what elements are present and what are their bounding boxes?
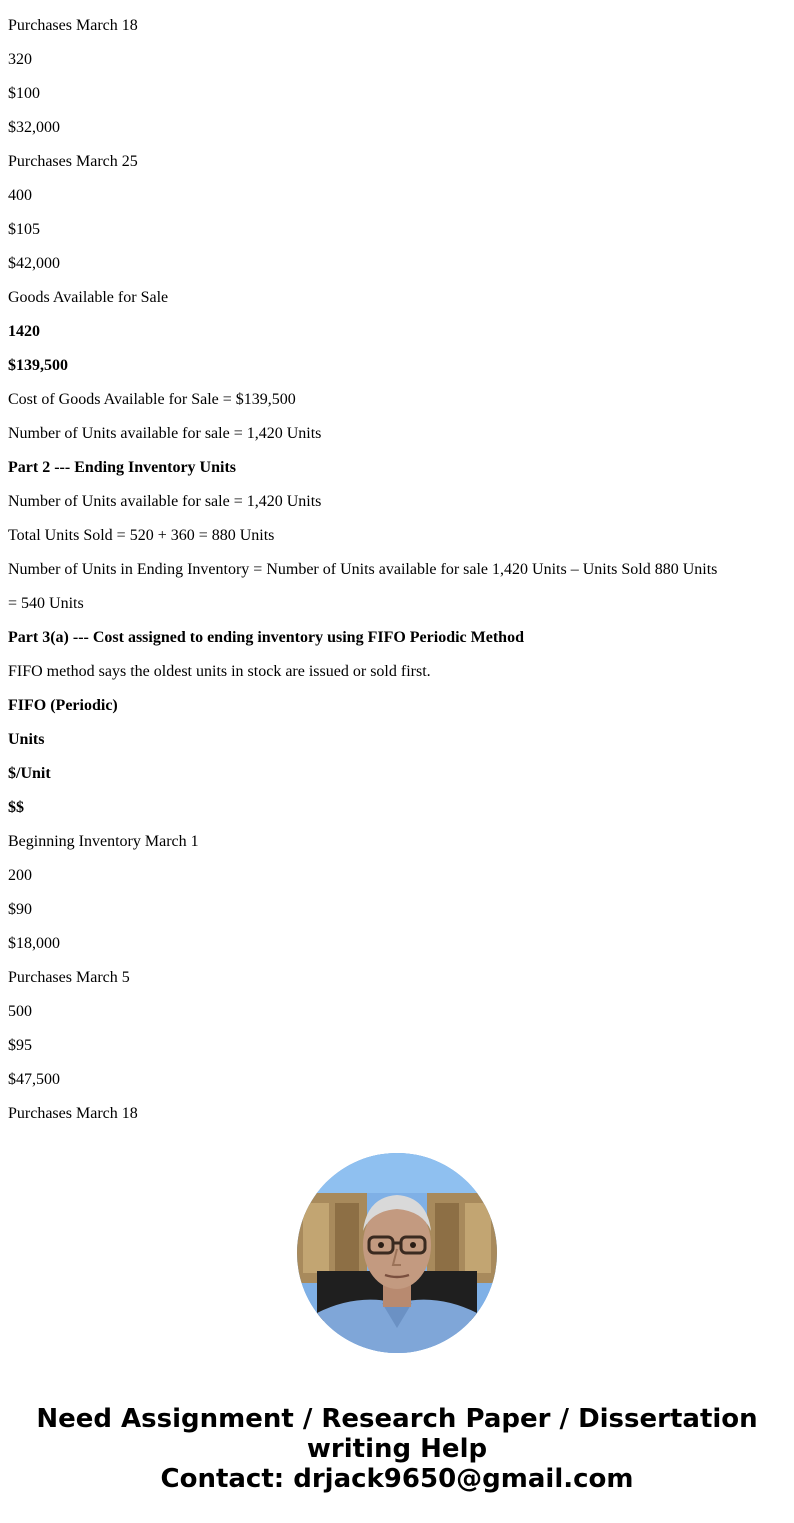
text-line: Number of Units available for sale = 1,420 Units xyxy=(8,425,322,442)
bold-text-line: 1420 xyxy=(8,323,40,340)
bold-text-line: $139,500 xyxy=(8,357,68,374)
text-line: = 540 Units xyxy=(8,595,84,612)
text-line: Goods Available for Sale xyxy=(8,289,169,306)
text-line: Number of Units in Ending Inventory = Number of Units available for sale 1,420 Units – Units Sold 880 Units xyxy=(8,561,718,578)
text-line: $90 xyxy=(8,901,32,918)
bold-text-line: Units xyxy=(8,731,45,748)
bold-text-line: $/Unit xyxy=(8,765,51,782)
text-line: FIFO method says the oldest units in stock are issued or sold first. xyxy=(8,663,431,680)
document-body xyxy=(8,16,786,1138)
text-line: $32,000 xyxy=(8,119,60,136)
text-line: Purchases March 18 xyxy=(8,17,138,34)
bold-text-line: Part 2 --- Ending Inventory Units xyxy=(8,459,237,476)
text-line: $18,000 xyxy=(8,935,60,952)
text-line: $42,000 xyxy=(8,255,60,272)
text-line: Purchases March 18 xyxy=(8,1105,138,1122)
text-line: Total Units Sold = 520 + 360 = 880 Units xyxy=(8,527,275,544)
promo-line-1: Need Assignment / Research Paper / Dissertation xyxy=(36,1404,758,1434)
bold-text-line: $$ xyxy=(8,799,24,816)
text-line: Purchases March 25 xyxy=(8,153,138,170)
text-line: Purchases March 5 xyxy=(8,969,130,986)
author-photo xyxy=(297,1153,497,1353)
bold-text-line: FIFO (Periodic) xyxy=(8,697,118,714)
bold-text-line: Part 3(a) --- Cost assigned to ending inventory using FIFO Periodic Method xyxy=(8,629,524,646)
text-line: $105 xyxy=(8,221,40,238)
promo-banner xyxy=(0,1404,794,1494)
text-line: $95 xyxy=(8,1037,32,1054)
promo-line-2: writing Help xyxy=(306,1434,488,1464)
text-line: 500 xyxy=(8,1003,32,1020)
text-line: $100 xyxy=(8,85,40,102)
text-line: Beginning Inventory March 1 xyxy=(8,833,199,850)
text-line: Number of Units available for sale = 1,420 Units xyxy=(8,493,322,510)
text-line: 320 xyxy=(8,51,32,68)
promo-contact: Contact: drjack9650@gmail.com xyxy=(160,1464,634,1494)
text-line: 400 xyxy=(8,187,32,204)
text-line: $47,500 xyxy=(8,1071,60,1088)
text-line: Cost of Goods Available for Sale = $139,500 xyxy=(8,391,296,408)
person-portrait-image xyxy=(297,1153,497,1353)
text-line: 200 xyxy=(8,867,32,884)
